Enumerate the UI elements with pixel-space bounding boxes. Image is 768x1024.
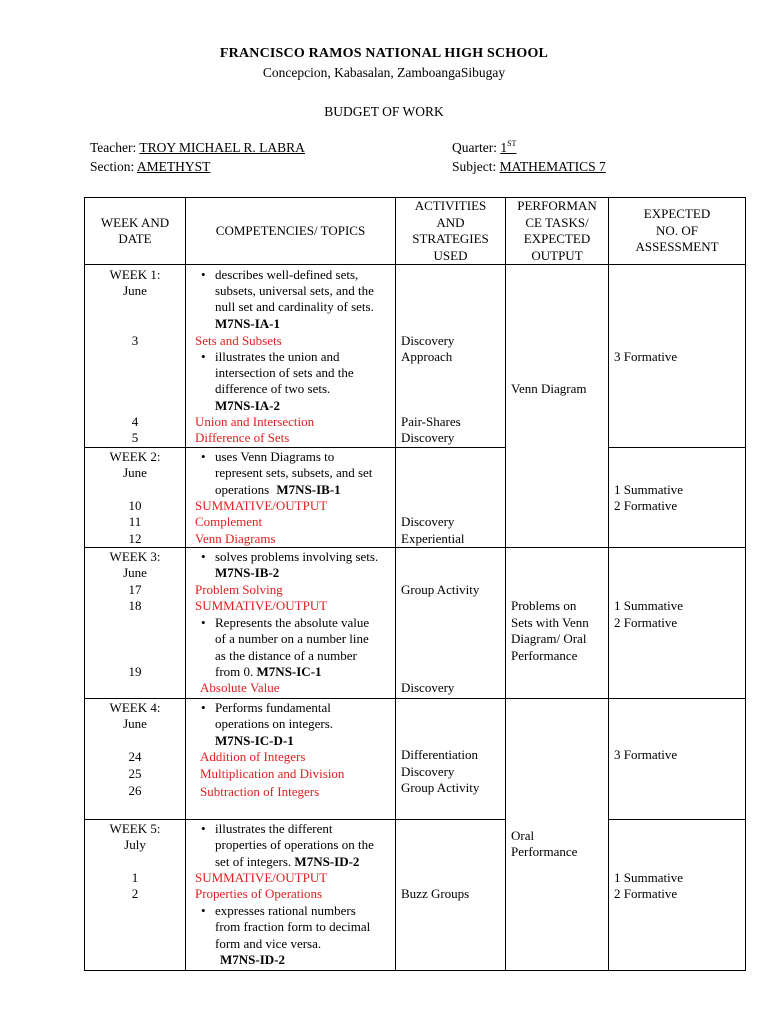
table-row	[85, 548, 746, 699]
teacher-line	[90, 140, 305, 156]
week-cell: WEEK 3: June 17 18 19	[85, 548, 186, 699]
table-header-row	[85, 198, 746, 265]
quarter-value: 1ST	[500, 139, 517, 155]
assessment-cell: 1 Summative 2 Formative	[609, 448, 746, 548]
subject-name: MATHEMATICS 7	[499, 159, 606, 174]
teacher-name: TROY MICHAEL R. LABRA	[139, 140, 305, 155]
assessment-cell: 1 Summative 2 Formative	[609, 548, 746, 699]
week-cell: WEEK 2: June 10 11 12	[85, 448, 186, 548]
performance-cell: Venn Diagram	[506, 265, 609, 548]
quarter-line	[452, 140, 516, 156]
subject-label: Subject:	[452, 159, 500, 174]
quarter-label: Quarter:	[452, 140, 501, 155]
week-cell: WEEK 4: June 24 25 26	[85, 699, 186, 820]
assessment-cell: 3 Formative	[609, 699, 746, 820]
performance-cell: Problems on Sets with Venn Diagram/ Oral Performance	[506, 548, 609, 699]
document-title: BUDGET OF WORK	[324, 104, 444, 119]
header-activities: ACTIVITIES AND STRATEGIES USED	[396, 198, 506, 265]
header-performance: PERFORMAN CE TASKS/ EXPECTED OUTPUT	[506, 198, 609, 265]
table-row	[85, 820, 746, 971]
activity-cell: Buzz Groups	[396, 820, 506, 971]
header-competencies: COMPETENCIES/ TOPICS	[186, 198, 396, 265]
header-expected: EXPECTED NO. OF ASSESSMENT	[609, 198, 746, 265]
competency-cell: • solves problems involving sets. M7NS-IB-2 Problem Solving SUMMATIVE/OUTPUT • Represents the absolute value of a number on a number line as the distance of a number from 0. M7NS-IC-1 Absolute Value	[186, 548, 396, 699]
activity-cell: Differentiation Discovery Group Activity	[396, 699, 506, 820]
week-cell: WEEK 1: June 3 4 5	[85, 265, 186, 448]
competency-cell: • Performs fundamental operations on integers. M7NS-IC-D-1 Addition of Integers Multiplication and Division Subtraction of Integers	[186, 699, 396, 820]
performance-cell: Oral Performance	[506, 699, 609, 971]
competency-cell: • describes well-defined sets, subsets, universal sets, and the null set and cardinality of sets. M7NS-IA-1 Sets and Subsets • illustrates the union and intersection of sets and the difference of two sets. M7NS-IA-2 Union and Intersection Difference of Sets	[186, 265, 396, 448]
table-row	[85, 265, 746, 448]
section-name: AMETHYST	[136, 159, 211, 174]
competency-cell: • uses Venn Diagrams to represent sets, subsets, and set operations M7NS-IB-1 SUMMATIVE/OUTPUT Complement Venn Diagrams	[186, 448, 396, 548]
header-week: WEEK AND DATE	[85, 198, 186, 265]
subject-line	[452, 159, 606, 175]
week-cell: WEEK 5: July 1 2	[85, 820, 186, 971]
budget-table	[84, 197, 746, 971]
activity-cell: Discovery Experiential	[396, 448, 506, 548]
school-address: Concepcion, Kabasalan, ZamboangaSibugay	[262, 65, 506, 80]
activity-cell: Discovery Approach Pair-Shares Discovery	[396, 265, 506, 448]
table-row	[85, 699, 746, 820]
school-name: FRANCISCO RAMOS NATIONAL HIGH SCHOOL	[219, 46, 549, 61]
assessment-cell: 1 Summative 2 Formative	[609, 820, 746, 971]
section-label: Section:	[90, 159, 137, 174]
activity-cell: Group Activity Discovery	[396, 548, 506, 699]
section-line	[90, 159, 210, 175]
competency-cell: • illustrates the different properties of operations on the set of integers. M7NS-ID-2 SUMMATIVE/OUTPUT Properties of Operations • expresses rational numbers from fraction form to decimal form and vice versa. M7NS-ID-2	[186, 820, 396, 971]
assessment-cell: 3 Formative	[609, 265, 746, 448]
table-row	[85, 448, 746, 548]
teacher-label: Teacher:	[90, 140, 140, 155]
